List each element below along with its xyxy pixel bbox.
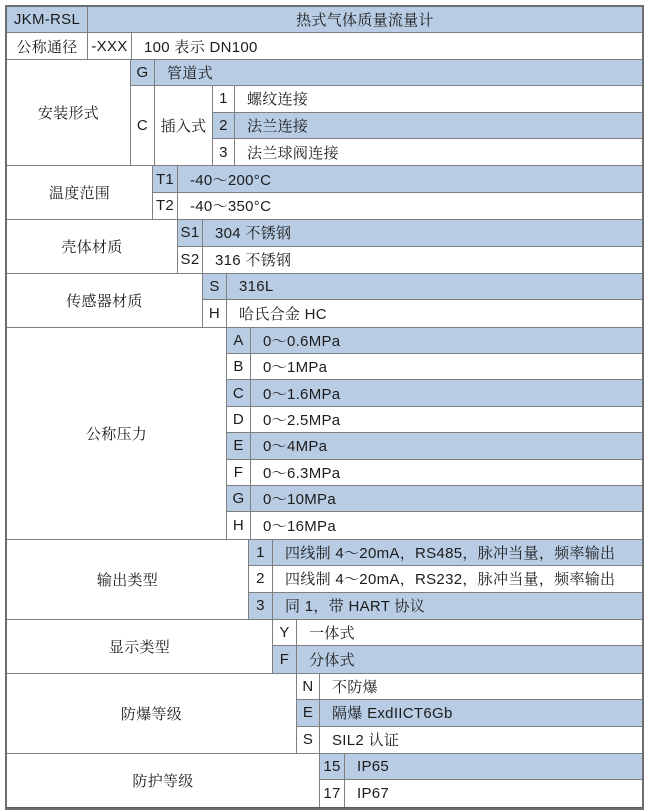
option-code: T2: [153, 193, 178, 219]
option-code: C: [227, 380, 251, 405]
table-row: [227, 486, 642, 512]
section-install-type: [7, 60, 642, 167]
table-row: [297, 700, 642, 726]
option-desc: 0～1MPa: [263, 359, 328, 377]
option-desc: 法兰球阀连接: [247, 144, 339, 162]
option-code: D: [227, 407, 251, 432]
table-row: [153, 193, 642, 219]
option-code: N: [297, 674, 320, 699]
option-desc: 同 1，带 HART 协议: [285, 598, 426, 616]
option-desc: 四线制 4～20mA，RS485，脉冲当量，频率输出: [285, 545, 616, 562]
option-desc: 0～10MPa: [263, 491, 336, 509]
section-label: 温度范围: [7, 166, 153, 219]
option-code: S: [203, 274, 227, 299]
option-code: 2: [249, 566, 273, 591]
table-row: [178, 220, 642, 246]
option-code: B: [227, 354, 251, 379]
option-desc: 0～1.6MPa: [263, 385, 341, 403]
option-code: S2: [178, 247, 203, 273]
table-row: [213, 86, 642, 112]
section-label: 输出类型: [7, 540, 249, 619]
option-desc: 0～2.5MPa: [263, 412, 341, 430]
option-desc: 哈氏合金 HC: [239, 305, 327, 323]
table-row: [320, 754, 642, 780]
option-code: 3: [213, 139, 235, 165]
option-desc: 法兰连接: [247, 117, 309, 135]
table-row: [227, 407, 642, 433]
section-display-type: [7, 620, 642, 674]
option-desc: 管道式: [167, 64, 213, 82]
table-row: [249, 593, 642, 619]
table-row: [227, 512, 642, 538]
option-code: F: [273, 646, 297, 672]
table-row: [203, 300, 642, 326]
option-code: C: [131, 86, 155, 165]
header-row: [7, 7, 642, 33]
table-row: [297, 727, 642, 753]
option-code: Y: [273, 620, 297, 645]
section-label: 壳体材质: [7, 220, 178, 273]
option-desc: 隔爆 ExdIICT6Gb: [332, 705, 453, 723]
option-code: 3: [249, 593, 273, 619]
option-code: 17: [320, 780, 345, 806]
option-desc: 分体式: [309, 652, 355, 670]
section-shell-material: [7, 220, 642, 274]
option-code: 15: [320, 754, 345, 779]
diameter-code: -XXX: [88, 33, 132, 58]
option-desc: IP67: [357, 785, 390, 803]
option-desc: 316L: [239, 278, 274, 296]
option-desc: IP65: [357, 758, 390, 776]
table-row: [178, 247, 642, 273]
table-row: [297, 674, 642, 700]
option-code: F: [227, 460, 251, 485]
option-desc: 0～6.3MPa: [263, 464, 341, 482]
diameter-row: [7, 33, 642, 59]
option-code: H: [203, 300, 227, 326]
table-row: [320, 780, 642, 806]
table-row: [131, 60, 642, 86]
diameter-desc: 100 表示 DN100: [132, 33, 642, 58]
option-desc: 0～0.6MPa: [263, 332, 341, 350]
option-desc: 0～4MPa: [263, 438, 328, 456]
table-row: [213, 113, 642, 139]
option-desc: -40～200°C: [190, 171, 272, 189]
option-desc: 0～16MPa: [263, 518, 336, 536]
product-title: 热式气体质量流量计: [88, 7, 642, 32]
section-label: 防护等级: [7, 754, 320, 807]
option-code: S: [297, 727, 320, 753]
table-row: [153, 166, 642, 192]
option-code: E: [297, 700, 320, 725]
table-row: [249, 540, 642, 566]
table-row: [249, 566, 642, 592]
table-row: [273, 646, 642, 672]
table-row: [227, 328, 642, 354]
model-code: JKM-RSL: [7, 7, 88, 32]
table-row: [227, 460, 642, 486]
option-code: S1: [178, 220, 203, 245]
option-code: 1: [249, 540, 273, 565]
table-row: [213, 139, 642, 165]
option-desc: SIL2 认证: [332, 732, 400, 750]
table-row: [227, 380, 642, 406]
section-temperature-range: [7, 166, 642, 220]
ordering-code-table: [5, 5, 644, 810]
diameter-label: 公称通径: [7, 33, 88, 58]
option-desc: 一体式: [309, 625, 355, 643]
section-label: 公称压力: [7, 328, 227, 539]
option-code: E: [227, 433, 251, 458]
section-nominal-pressure: [7, 328, 642, 540]
option-desc: 螺纹连接: [247, 91, 309, 109]
section-label: 防爆等级: [7, 674, 297, 753]
section-protection-grade: [7, 754, 642, 808]
option-code: H: [227, 512, 251, 538]
section-explosion-proof-grade: [7, 674, 642, 754]
table-row: [227, 354, 642, 380]
section-output-type: [7, 540, 642, 620]
option-desc: 四线制 4～20mA，RS232，脉冲当量，频率输出: [285, 571, 616, 589]
option-desc: 304 不锈钢: [215, 225, 292, 243]
option-desc: 316 不锈钢: [215, 252, 292, 270]
table-row: [227, 433, 642, 459]
option-code: 1: [213, 86, 235, 111]
insert-type-label: 插入式: [155, 86, 213, 165]
section-label: 安装形式: [7, 60, 131, 166]
option-code: T1: [153, 166, 178, 191]
section-label: 显示类型: [7, 620, 273, 673]
table-row: [203, 274, 642, 300]
option-code: A: [227, 328, 251, 353]
insert-type-group: [131, 86, 642, 165]
option-code: G: [227, 486, 251, 511]
table-row: [273, 620, 642, 646]
section-label: 传感器材质: [7, 274, 203, 327]
section-sensor-material: [7, 274, 642, 328]
option-code: G: [131, 60, 155, 85]
option-desc: 不防爆: [332, 678, 378, 696]
option-code: 2: [213, 113, 235, 138]
option-desc: -40～350°C: [190, 198, 272, 216]
